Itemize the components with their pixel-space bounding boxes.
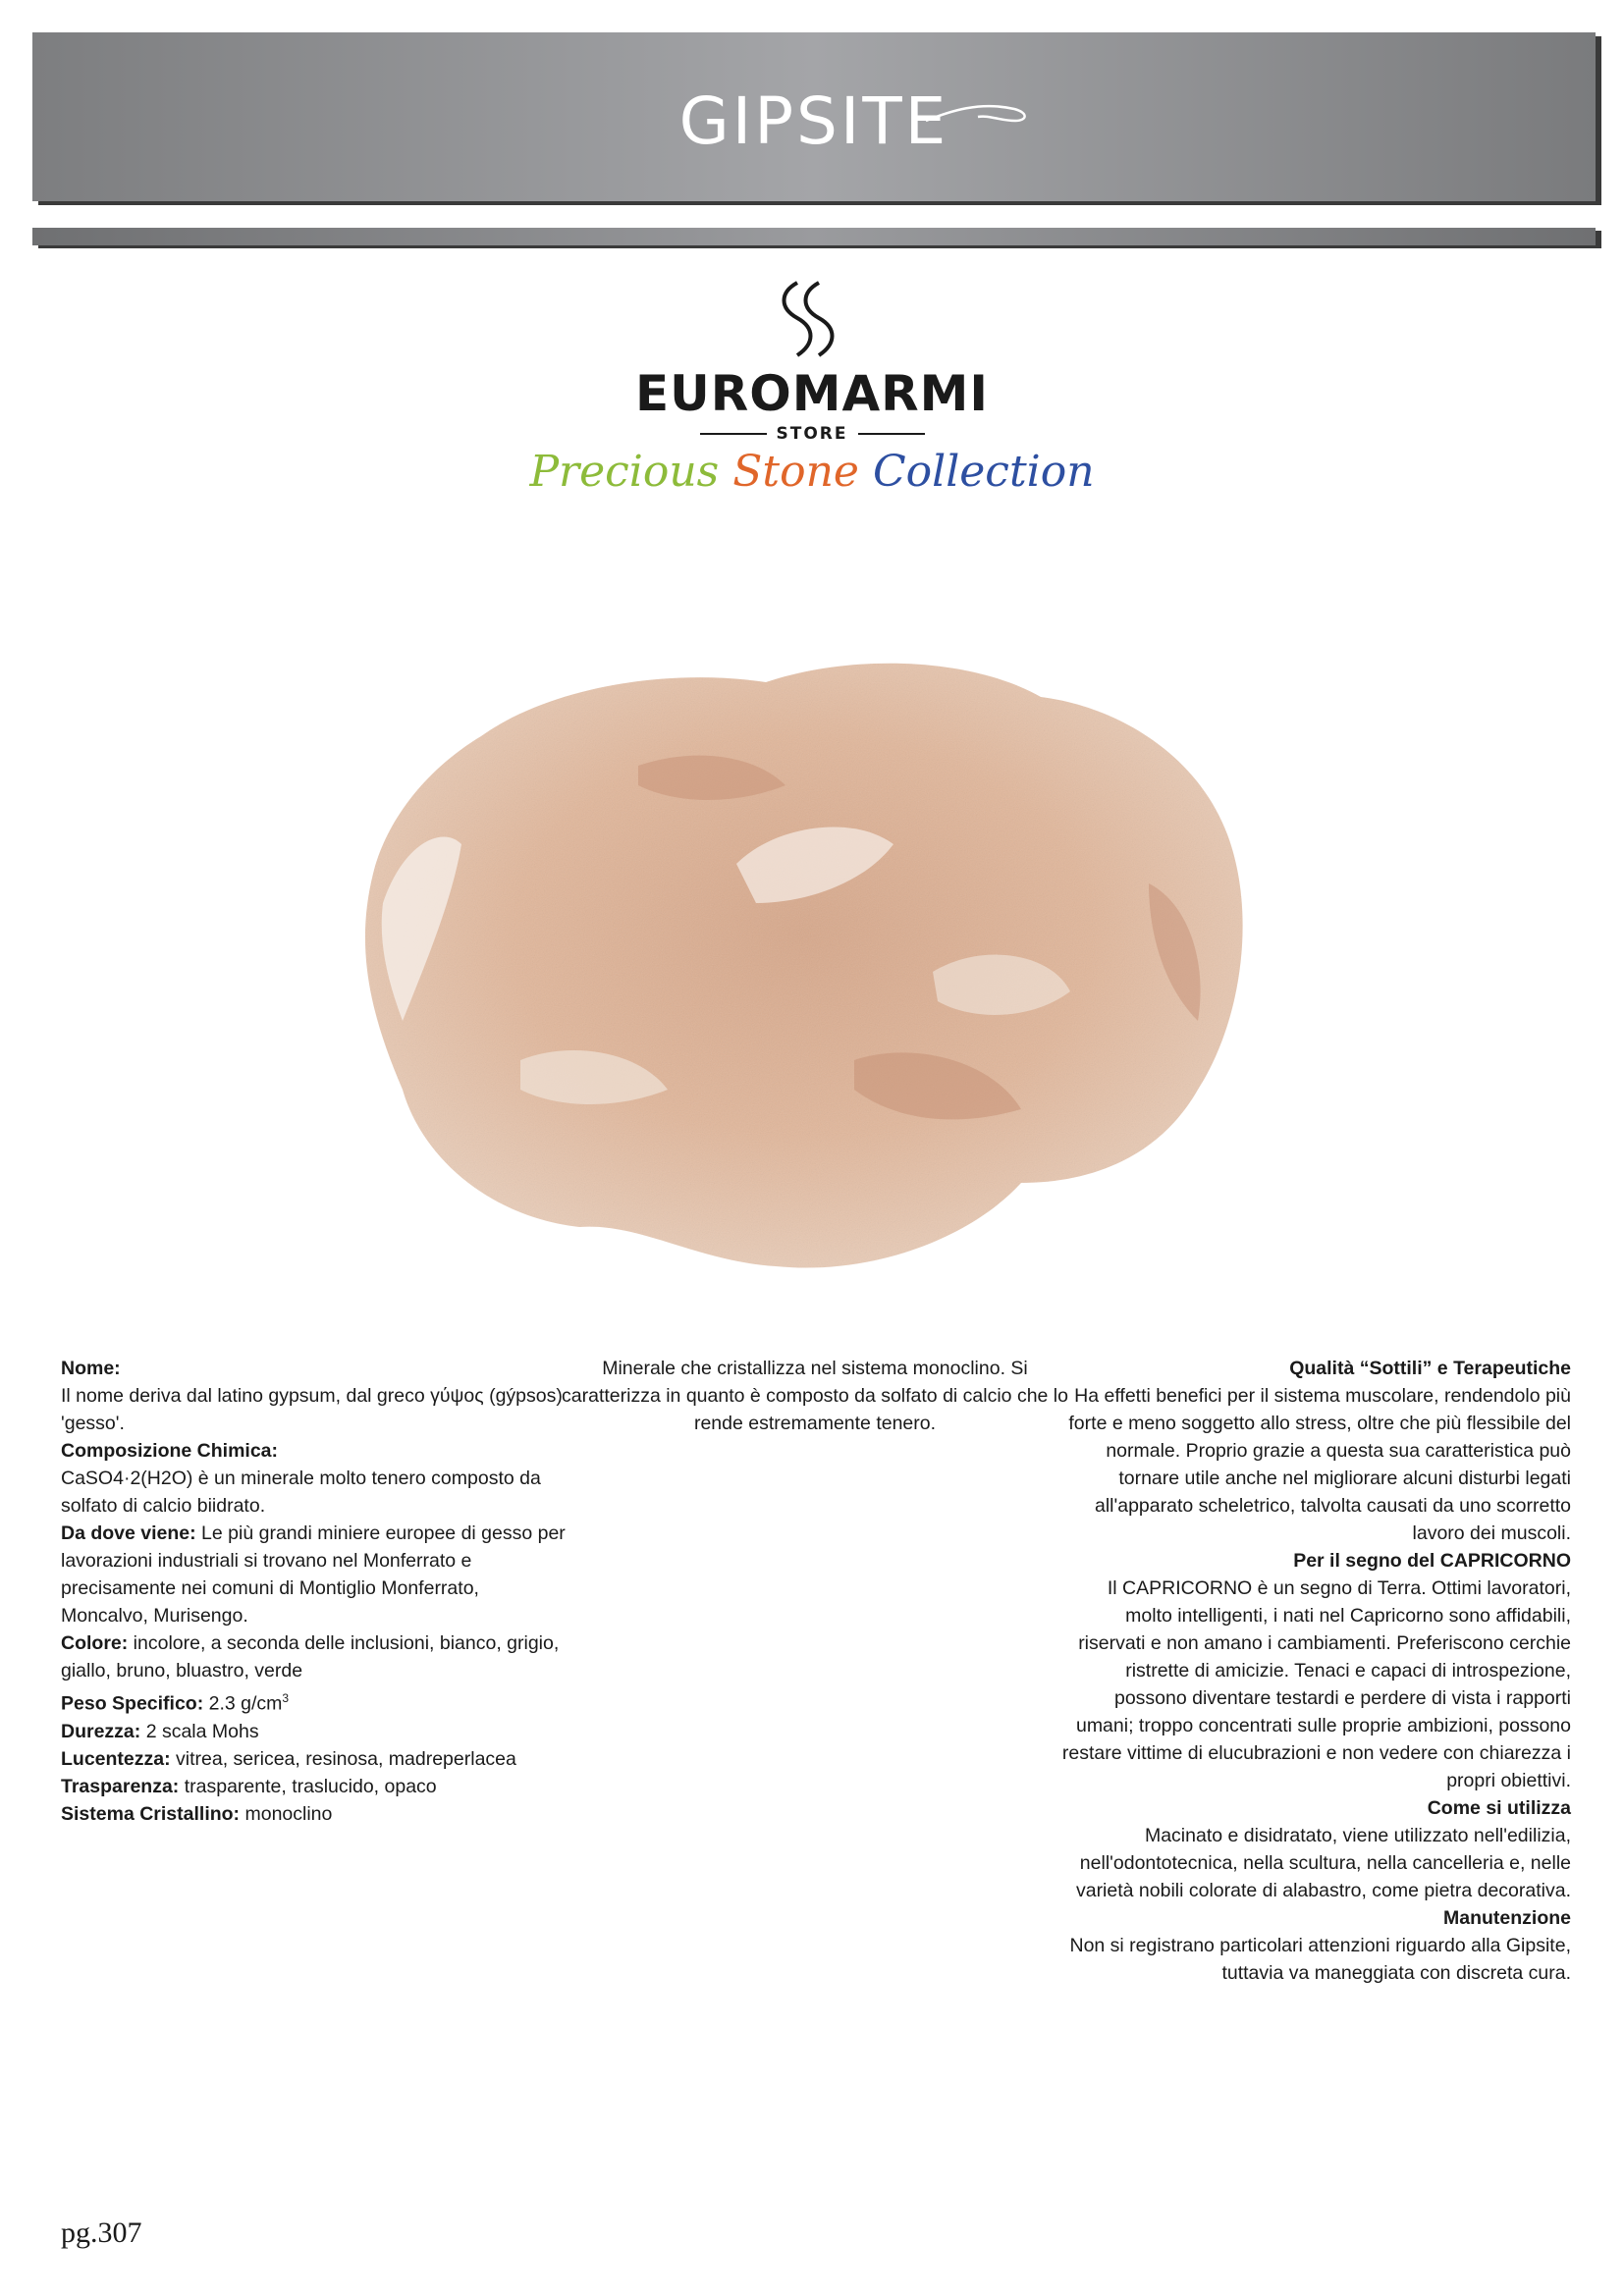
title-flourish-icon bbox=[921, 81, 1039, 150]
page-number: pg.307 bbox=[61, 2216, 142, 2249]
collection-word-stone: Stone bbox=[732, 447, 859, 497]
qualita-text: Ha effetti benefici per il sistema muscolare, rendendolo più forte e meno soggetto allo stress, oltre che più flessibile del normale. Proprio grazie a questa sua caratteristica può tornare utile anche nel migliorare alcuni disturbi legati all'apparato scheletrico, talvolta causati da uno scorretto lavoro dei muscoli. bbox=[1068, 1385, 1571, 1544]
nome-label: Nome: bbox=[61, 1358, 121, 1379]
manutenzione-text: Non si registrano particolari attenzioni riguardo alla Gipsite, tuttavia va maneggiata con discreta cura. bbox=[1069, 1935, 1571, 1984]
sistema-label: Sistema Cristallino: bbox=[61, 1802, 241, 1825]
collection-title bbox=[0, 447, 1624, 497]
gypsum-stone-image bbox=[344, 648, 1267, 1296]
brand-sub-line-right bbox=[858, 433, 925, 435]
brand-sub-text: STORE bbox=[776, 424, 848, 444]
description-text: Minerale che cristallizza nel sistema monoclino. Si caratterizza in quanto è composto da solfato di calcio che lo rende estremamente tenero. bbox=[562, 1358, 1068, 1434]
qualita-heading: Qualità “Sottili” e Terapeutiche bbox=[1289, 1358, 1571, 1379]
composizione-label: Composizione Chimica: bbox=[61, 1440, 279, 1462]
qualities-column bbox=[1060, 1355, 1571, 1987]
uso-heading: Come si utilizza bbox=[1427, 1797, 1571, 1819]
composizione-text: CaSO4·2(H2O) è un minerale molto tenero composto da solfato di calcio biidrato. bbox=[61, 1468, 541, 1517]
lucentezza-text: vitrea, sericea, resinosa, madreperlacea bbox=[170, 1747, 516, 1770]
segno-heading: Per il segno del CAPRICORNO bbox=[1293, 1550, 1571, 1572]
description-column bbox=[560, 1355, 1070, 1437]
colore-text: incolore, a seconda delle inclusioni, bianco, grigio, giallo, bruno, bluastro, verde bbox=[61, 1632, 560, 1682]
peso-sup: 3 bbox=[282, 1691, 290, 1705]
segno-text: Il CAPRICORNO è un segno di Terra. Ottimi lavoratori, molto intelligenti, i nati nel Capricorno sono affidabili, riservati e non amano i cambiamenti. Preferiscono cerchie ristrette di amicizie. Tenaci e capaci di introspezione, possono diventare testardi e perdere di vista i rapporti umani; troppo concentrati sulle proprie ambizioni, possono restare vittime di elucubrazioni e non vedere con chiarezza i propri obiettivi. bbox=[1061, 1577, 1571, 1791]
peso-label: Peso Specifico: bbox=[61, 1692, 204, 1715]
durezza-label: Durezza: bbox=[61, 1720, 141, 1742]
manutenzione-heading: Manutenzione bbox=[1443, 1907, 1571, 1929]
properties-column bbox=[61, 1355, 571, 1828]
dove-text: Le più grandi miniere europee di gesso per lavorazioni industriali si trovano nel Monferrato e precisamente nei comuni di Montiglio Monferrato, Moncalvo, Murisengo. bbox=[61, 1522, 566, 1627]
peso-row bbox=[61, 1684, 571, 1718]
brand-name: EUROMARMI bbox=[634, 365, 990, 422]
dove-label: Da dove viene: bbox=[61, 1522, 196, 1544]
colore-row bbox=[61, 1629, 571, 1684]
trasparenza-label: Trasparenza: bbox=[61, 1775, 180, 1797]
brand-sub-line-left bbox=[700, 433, 767, 435]
peso-text: 2.3 g/cm bbox=[203, 1692, 283, 1715]
colore-label: Colore: bbox=[61, 1632, 129, 1654]
brand-sub bbox=[700, 424, 925, 444]
collection-word-precious: Precious bbox=[529, 447, 720, 497]
collection-word-collection: Collection bbox=[872, 447, 1095, 497]
trasparenza-row bbox=[61, 1773, 571, 1800]
nome-text: Il nome deriva dal latino gypsum, dal greco γύψος (gýpsos) 'gesso'. bbox=[61, 1385, 563, 1434]
trasparenza-text: trasparente, traslucido, opaco bbox=[179, 1775, 437, 1797]
divider-bar bbox=[32, 228, 1596, 245]
durezza-text: 2 scala Mohs bbox=[140, 1720, 259, 1742]
page-title: GIPSITE bbox=[678, 83, 949, 159]
euromarmi-logo bbox=[0, 275, 1624, 444]
sistema-row bbox=[61, 1800, 571, 1828]
logo-s-mark-icon bbox=[778, 275, 846, 363]
dove-row bbox=[61, 1520, 571, 1629]
durezza-row bbox=[61, 1718, 571, 1745]
lucentezza-row bbox=[61, 1745, 571, 1773]
title-band bbox=[32, 32, 1596, 201]
sistema-text: monoclino bbox=[240, 1802, 333, 1825]
lucentezza-label: Lucentezza: bbox=[61, 1747, 171, 1770]
uso-text: Macinato e disidratato, viene utilizzato nell'edilizia, nell'odontotecnica, nella scultura, nella cancelleria e, nelle varietà nobili colorate di alabastro, come pietra decorativa. bbox=[1075, 1825, 1571, 1901]
